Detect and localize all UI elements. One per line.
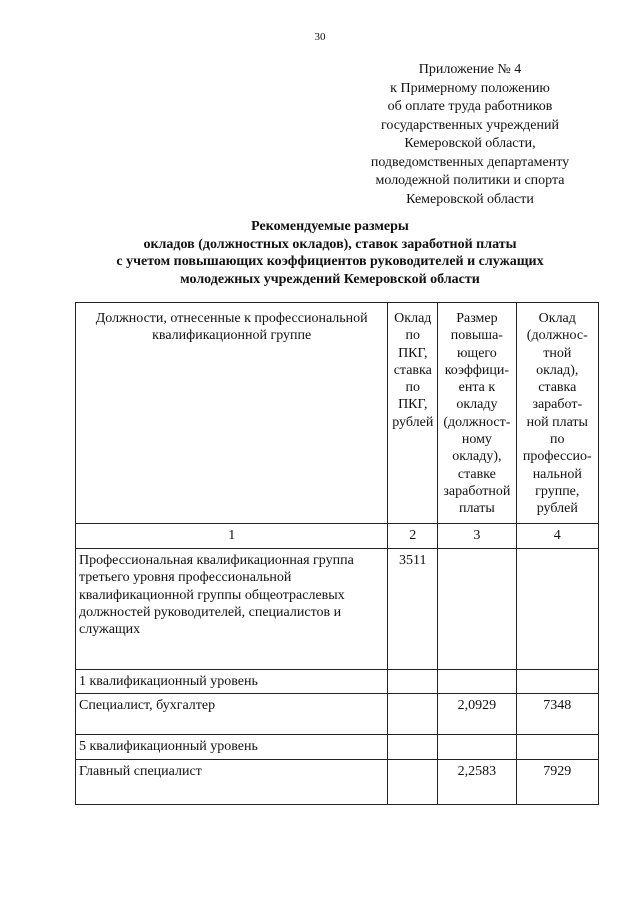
- header-line: ющего: [456, 345, 497, 361]
- header-line: окладу: [456, 397, 498, 413]
- header-line: ставка: [538, 380, 577, 396]
- empty-cell: [516, 549, 598, 670]
- header-positions: [76, 303, 388, 524]
- header-line: группе,: [535, 483, 580, 499]
- empty-cell: [516, 670, 598, 694]
- header-line: нальной: [532, 466, 582, 482]
- empty-cell: [388, 735, 438, 759]
- header-line: ента к: [458, 380, 496, 396]
- salary-cell: 7348: [516, 694, 598, 735]
- empty-cell: [388, 694, 438, 735]
- group-line: должностей руководителей, специалистов и: [79, 604, 342, 620]
- column-number: 4: [516, 524, 598, 549]
- title-line: с учетом повышающих коэффициентов руководителей и служащих: [116, 254, 544, 269]
- title-line: молодежных учреждений Кемеровской области: [180, 271, 480, 287]
- appendix-line: об оплате труда работников: [387, 99, 553, 114]
- column-number: 3: [438, 524, 516, 549]
- column-number: 2: [388, 524, 438, 549]
- column-number: 1: [76, 524, 388, 549]
- header-line: заработ-: [532, 397, 583, 413]
- header-line: коэффици-: [444, 362, 510, 378]
- title-line: Рекомендуемые размеры: [251, 219, 409, 234]
- header-line: повыша-: [450, 328, 503, 344]
- column-number-row: [76, 524, 599, 549]
- salary-table: [75, 302, 599, 805]
- table-row: [76, 670, 599, 694]
- header-line: Размер: [456, 311, 498, 326]
- appendix-caption: [352, 61, 588, 209]
- header-line: ставка: [393, 362, 432, 378]
- position-cell: Главный специалист: [76, 759, 388, 804]
- table-row: [76, 549, 599, 670]
- appendix-line: Приложение № 4: [418, 62, 522, 77]
- appendix-line: к Примерному положению: [390, 80, 550, 96]
- header-line: Должности, отнесенные к профессиональной: [95, 311, 368, 326]
- title-line: окладов (должностных окладов), ставок заработной платы: [143, 236, 517, 252]
- header-line: тной: [543, 345, 572, 361]
- table-header-row: [76, 303, 599, 524]
- page-number: 30: [314, 31, 326, 43]
- header-coefficient: [438, 303, 516, 524]
- header-line: по: [405, 328, 421, 344]
- appendix-line: государственных учреждений: [381, 117, 559, 133]
- header-line: рублей: [536, 501, 578, 517]
- table-row: [76, 735, 599, 759]
- header-line: ПКГ,: [398, 345, 428, 361]
- group-line: Профессиональная квалификационная группа: [79, 553, 354, 568]
- level-cell: 1 квалификационный уровень: [76, 670, 388, 694]
- header-line: ному: [461, 432, 492, 448]
- header-line: по: [550, 432, 565, 448]
- empty-cell: [388, 759, 438, 804]
- salary-cell: 7929: [516, 759, 598, 804]
- header-line: (должност-: [443, 414, 511, 430]
- header-line: профессио-: [522, 449, 592, 465]
- header-base-salary: [388, 303, 438, 524]
- empty-cell: [438, 735, 516, 759]
- base-salary-cell: 3511: [388, 549, 438, 670]
- header-line: окладу),: [452, 449, 502, 465]
- coefficient-cell: 2,0929: [438, 694, 516, 735]
- position-cell: Специалист, бухгалтер: [76, 694, 388, 735]
- appendix-line: Кемеровской области: [406, 191, 534, 207]
- header-line: ставке: [457, 466, 496, 482]
- group-line: третьего уровня профессиональной: [79, 570, 292, 586]
- header-line: ной платы: [526, 414, 588, 430]
- document-title: [60, 218, 600, 288]
- empty-cell: [516, 735, 598, 759]
- appendix-line: молодежной политики и спорта: [375, 173, 565, 188]
- header-line: оклад),: [536, 362, 579, 378]
- level-cell: 5 квалификационный уровень: [76, 735, 388, 759]
- header-line: (должнос-: [526, 328, 588, 344]
- coefficient-cell: 2,2583: [438, 759, 516, 804]
- empty-cell: [388, 670, 438, 694]
- table-row: [76, 694, 599, 735]
- appendix-line: подведомственных департаменту: [370, 154, 570, 170]
- header-line: квалификационной группе: [152, 328, 312, 344]
- header-line: ПКГ,: [398, 397, 428, 413]
- appendix-line: Кемеровской области,: [404, 136, 536, 151]
- header-line: заработной: [443, 483, 511, 499]
- group-name-cell: [76, 549, 388, 670]
- header-line: по: [405, 380, 421, 396]
- header-line: платы: [458, 501, 495, 517]
- table-row: [76, 759, 599, 804]
- header-salary: [516, 303, 598, 524]
- group-line: квалификационной группы общеотраслевых: [79, 587, 345, 603]
- header-line: рублей: [392, 414, 434, 430]
- header-line: Оклад: [538, 311, 576, 326]
- empty-cell: [438, 549, 516, 670]
- header-line: Оклад: [394, 311, 432, 326]
- empty-cell: [438, 670, 516, 694]
- group-line: служащих: [79, 622, 141, 638]
